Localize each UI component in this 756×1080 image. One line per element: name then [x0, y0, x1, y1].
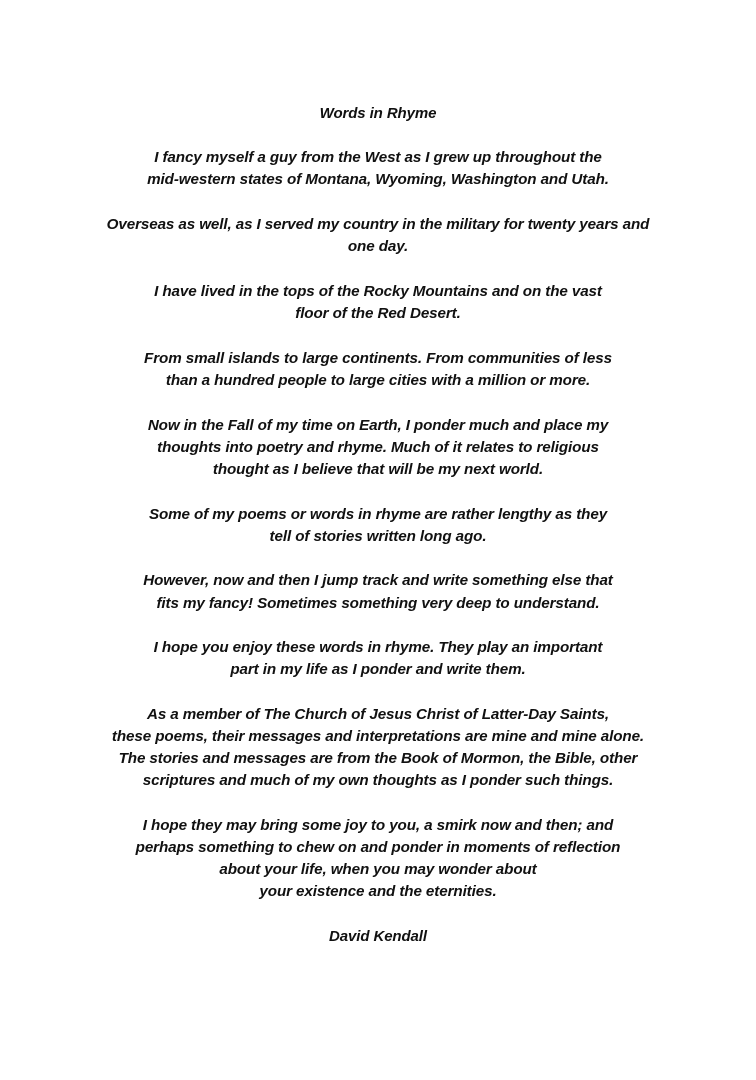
document-title: Words in Rhyme	[319, 105, 437, 122]
paragraph-line: these poems, their messages and interpretations are mine and mine alone.	[111, 728, 645, 745]
paragraph-line: one day.	[347, 238, 409, 255]
paragraph-line: I fancy myself a guy from the West as I grew up throughout the	[154, 149, 602, 166]
paragraph-line: Some of my poems or words in rhyme are rather lengthy as they	[148, 506, 608, 523]
paragraph-line: about your life, when you may wonder about	[219, 861, 537, 878]
author-signature: David Kendall	[329, 928, 427, 945]
paragraph-line: However, now and then I jump track and write something else that	[143, 572, 613, 589]
paragraph-line: scriptures and much of my own thoughts as I ponder such things.	[142, 772, 614, 789]
paragraph-line: Overseas as well, as I served my country in the military for twenty years and	[106, 216, 650, 233]
paragraph-line: fits my fancy! Sometimes something very deep to understand.	[156, 595, 600, 612]
paragraph-line: Now in the Fall of my time on Earth, I ponder much and place my	[147, 417, 609, 434]
paragraph-line: floor of the Red Desert.	[295, 305, 461, 322]
paragraph-line: The stories and messages are from the Book of Mormon, the Bible, other	[118, 750, 638, 767]
paragraph-line: I hope you enjoy these words in rhyme. They play an important	[153, 639, 603, 656]
paragraph-line: As a member of The Church of Jesus Christ of Latter-Day Saints,	[146, 706, 610, 723]
paragraph-line: thoughts into poetry and rhyme. Much of it relates to religious	[157, 439, 599, 456]
paragraph-line: part in my life as I ponder and write them.	[230, 661, 526, 678]
paragraph-line: your existence and the eternities.	[259, 883, 497, 900]
paragraph-line: tell of stories written long ago.	[269, 528, 487, 545]
paragraph-line: thought as I believe that will be my next world.	[212, 461, 544, 478]
paragraph-line: than a hundred people to large cities with a million or more.	[165, 372, 591, 389]
paragraph-line: perhaps something to chew on and ponder in moments of reflection	[135, 839, 621, 856]
paragraph-line: mid-western states of Montana, Wyoming, Washington and Utah.	[147, 171, 609, 188]
paragraph-line: I have lived in the tops of the Rocky Mountains and on the vast	[154, 283, 602, 300]
paragraph-line: I hope they may bring some joy to you, a smirk now and then; and	[142, 817, 614, 834]
paragraph-line: From small islands to large continents. From communities of less	[144, 350, 612, 367]
